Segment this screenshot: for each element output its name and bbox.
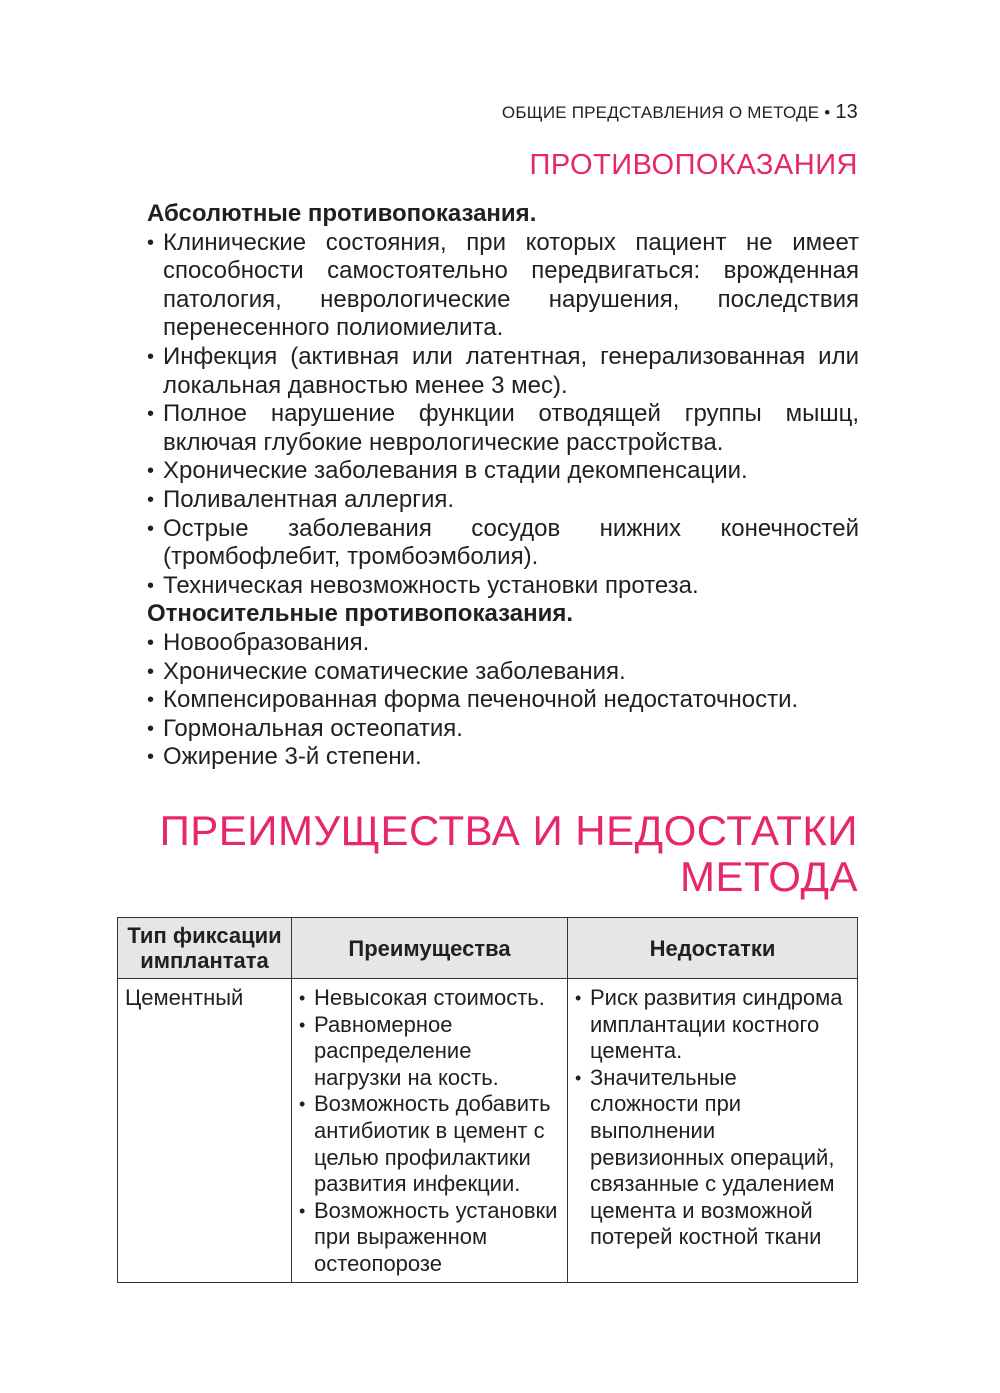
list-item: • Полное нарушение функции отводящей группы мышц, включая глубокие неврологические расстройства. [147,400,859,457]
advantage-item: • Возможность добавить антибиотик в цемент с целью профилактики развития инфекции. [299,1091,561,1197]
advantage-item: • Возможность установки при выраженном остеопорозе [299,1198,561,1278]
advantages-cell [292,979,568,1283]
table-header-row [118,918,858,979]
column-header-type: Тип фиксации имплантата [118,918,292,979]
comparison-table [117,917,858,1283]
contraindications-title: ПРОТИВОПОКАЗАНИЯ [529,149,858,181]
table-row [118,979,858,1283]
list-item: • Острые заболевания сосудов нижних конечностей (тромбофлебит, тромбоэмболия). [147,515,859,572]
fixation-type-cell: Цементный [118,979,292,1283]
relative-list [147,629,859,772]
running-title: ОБЩИЕ ПРЕДСТАВЛЕНИЯ О МЕТОДЕ [501,103,820,122]
header-separator: • [824,103,831,122]
absolute-heading: Абсолютные противопоказания. [147,200,537,227]
advantages-title [146,808,858,900]
list-item: • Инфекция (активная или латентная, генерализованная или локальная давностью менее 3 мес). [147,343,859,400]
disadvantage-item: • Риск развития синдрома имплантации костного цемента. [575,985,851,1065]
column-header-advantages: Преимущества [292,918,568,979]
advantage-item: • Невысокая стоимость. [299,985,561,1012]
contraindications-body [147,200,859,772]
relative-heading: Относительные противопоказания. [147,600,573,628]
list-item: • Клинические состояния, при которых пациент не имеет способности самостоятельно передвигаться: врожденная патология, неврологические нарушения, последствия перенесенного полиомиелита. [147,229,859,343]
list-item: • Техническая невозможность установки протеза. [147,572,859,601]
list-item: • Хронические заболевания в стадии декомпенсации. [147,457,859,486]
page-number: 13 [835,101,858,123]
advantage-item: • Равномерное распределение нагрузки на кость. [299,1012,561,1092]
list-item: • Компенсированная форма печеночной недостаточности. [147,686,859,715]
list-item: • Новообразования. [147,629,859,658]
list-item: • Ожирение 3-й степени. [147,743,859,772]
disadvantage-item: • Значительные сложности при выполнении ревизионных операций, связанные с удалением цемента и возможной потерей костной ткани [575,1065,851,1251]
list-item: • Хронические соматические заболевания. [147,658,859,687]
absolute-list [147,229,859,601]
advantages-title-line1: ПРЕИМУЩЕСТВА И НЕДОСТАТКИ [159,807,858,854]
advantages-title-line2: МЕТОДА [680,853,858,900]
column-header-disadvantages: Недостатки [568,918,858,979]
list-item: • Гормональная остеопатия. [147,715,859,744]
running-header [502,101,858,124]
disadvantages-cell [568,979,858,1283]
list-item: • Поливалентная аллергия. [147,486,859,515]
